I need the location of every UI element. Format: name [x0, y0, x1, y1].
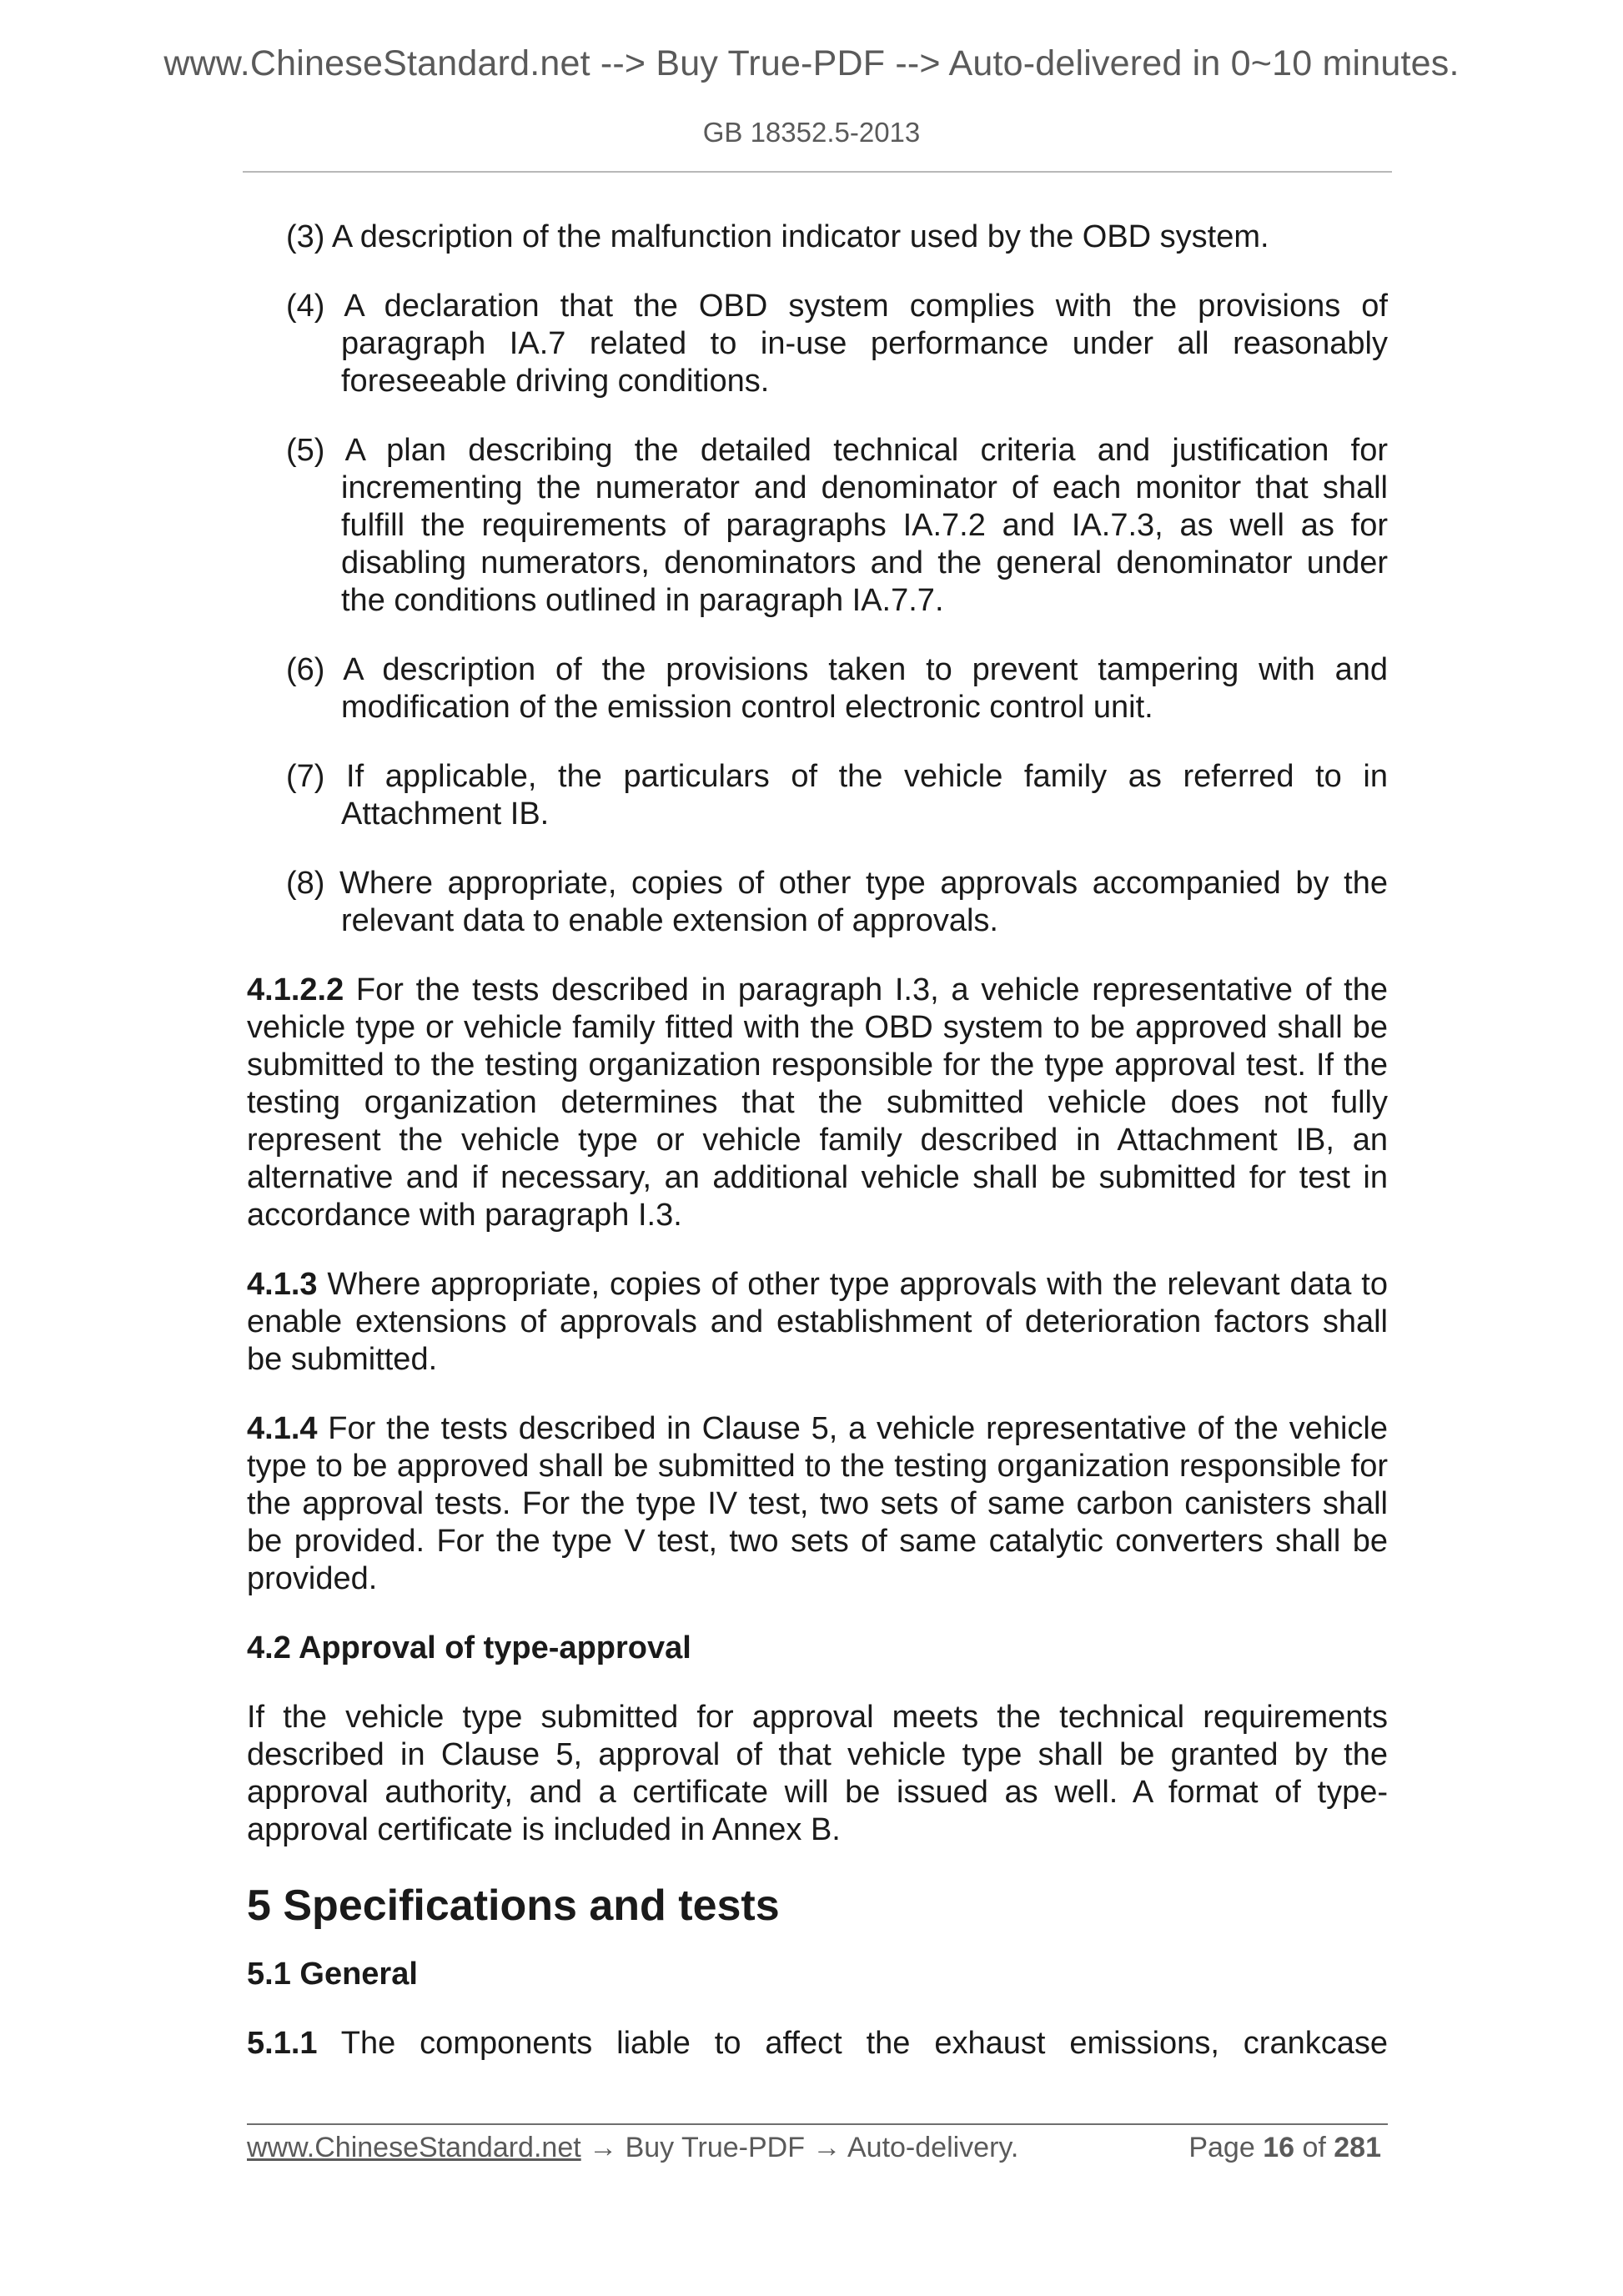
- clause-number: 4.1.3: [247, 1267, 318, 1302]
- clause-number: 4.1.2.2: [247, 972, 344, 1007]
- clause-number: 5.1.1: [247, 2026, 318, 2061]
- list-item: (6) A description of the provisions taken to prevent tampering with and modification of the emission control electronic control unit.: [286, 652, 1388, 725]
- page-total: 281: [1334, 2132, 1381, 2163]
- footer-divider: [247, 2123, 1388, 2125]
- header-divider: [243, 171, 1392, 173]
- paragraph-4-2-body: If the vehicle type submitted for approval meets the technical requirements described in Clause 5, approval of that vehicle type shall be granted by the approval authority, and a certificate will be issued as well. A format of type-approval certificate is included in Annex B.: [247, 1700, 1388, 1847]
- list-item: (4) A declaration that the OBD system complies with the provisions of paragraph IA.7 related to in-use performance under all reasonably foreseeable driving conditions.: [286, 289, 1388, 399]
- page-indicator: [1188, 2132, 1381, 2164]
- clause-number: 4.1.4: [247, 1411, 318, 1446]
- paragraph-4-1-4: [247, 1410, 1388, 1598]
- paragraph-text: Where appropriate, copies of other type approvals with the relevant data to enable extensions of approvals and establishment of deterioration factors shall be submitted.: [247, 1267, 1388, 1377]
- of-label: of: [1294, 2132, 1334, 2163]
- site-link[interactable]: www.ChineseStandard.net: [247, 2132, 581, 2163]
- standard-code: GB 18352.5-2013: [702, 117, 921, 148]
- paragraph-text: For the tests described in Clause 5, a vehicle representative of the vehicle type to be approved shall be submitted to the testing organization responsible for the approval tests. For the type IV test, two sets of same carbon canisters shall be provided. For the type V test, two sets of same catalytic converters shall be provided.: [247, 1411, 1388, 1596]
- paragraph-text: The components liable to affect the exhaust emissions, crankcase: [317, 2026, 1388, 2061]
- footer-promo: [247, 2132, 1018, 2164]
- list-item: (7) If applicable, the particulars of the vehicle family as referred to in Attachment IB.: [286, 759, 1388, 831]
- list-item: (3) A description of the malfunction indicator used by the OBD system.: [286, 219, 1269, 254]
- page-number: 16: [1263, 2132, 1295, 2163]
- heading-4-2: 4.2 Approval of type-approval: [247, 1630, 691, 1665]
- paragraph-text: For the tests described in paragraph I.3, a vehicle representative of the vehicle type or vehicle family fitted with the OBD system to be approved shall be submitted to the testing organization responsible for the type approval test. If the testing organization determines that the submitted vehicle does not fully represent the vehicle type or vehicle family described in Attachment IB, an alternative and if necessary, an additional vehicle shall be submitted for test in accordance with paragraph I.3.: [247, 972, 1388, 1233]
- page-footer: [247, 2132, 1388, 2172]
- footer-promo-text: → Buy True-PDF → Auto-delivery.: [580, 2132, 1019, 2163]
- clause-5-heading: 5 Specifications and tests: [247, 1882, 780, 1930]
- page-label: Page: [1188, 2132, 1264, 2163]
- paragraph-5-1-1: [247, 2025, 1388, 2062]
- list-item: (8) Where appropriate, copies of other type approvals accompanied by the relevant data to enable extension of approvals.: [286, 866, 1388, 938]
- document-body: [247, 219, 1388, 2094]
- heading-5-1: 5.1 General: [247, 1957, 418, 1992]
- list-item: (5) A plan describing the detailed technical criteria and justification for incrementing the numerator and denominator of each monitor that shall fulfill the requirements of paragraphs IA.7.2 and IA.7.3, as well as for disabling numerators, denominators and the general denominator under the conditions outlined in paragraph IA.7.7.: [286, 433, 1388, 618]
- paragraph-4-1-2-2: [247, 972, 1388, 1234]
- site-banner: www.ChineseStandard.net --> Buy True-PDF --> Auto-delivered in 0~10 minutes.: [163, 43, 1460, 83]
- paragraph-4-1-3: [247, 1266, 1388, 1379]
